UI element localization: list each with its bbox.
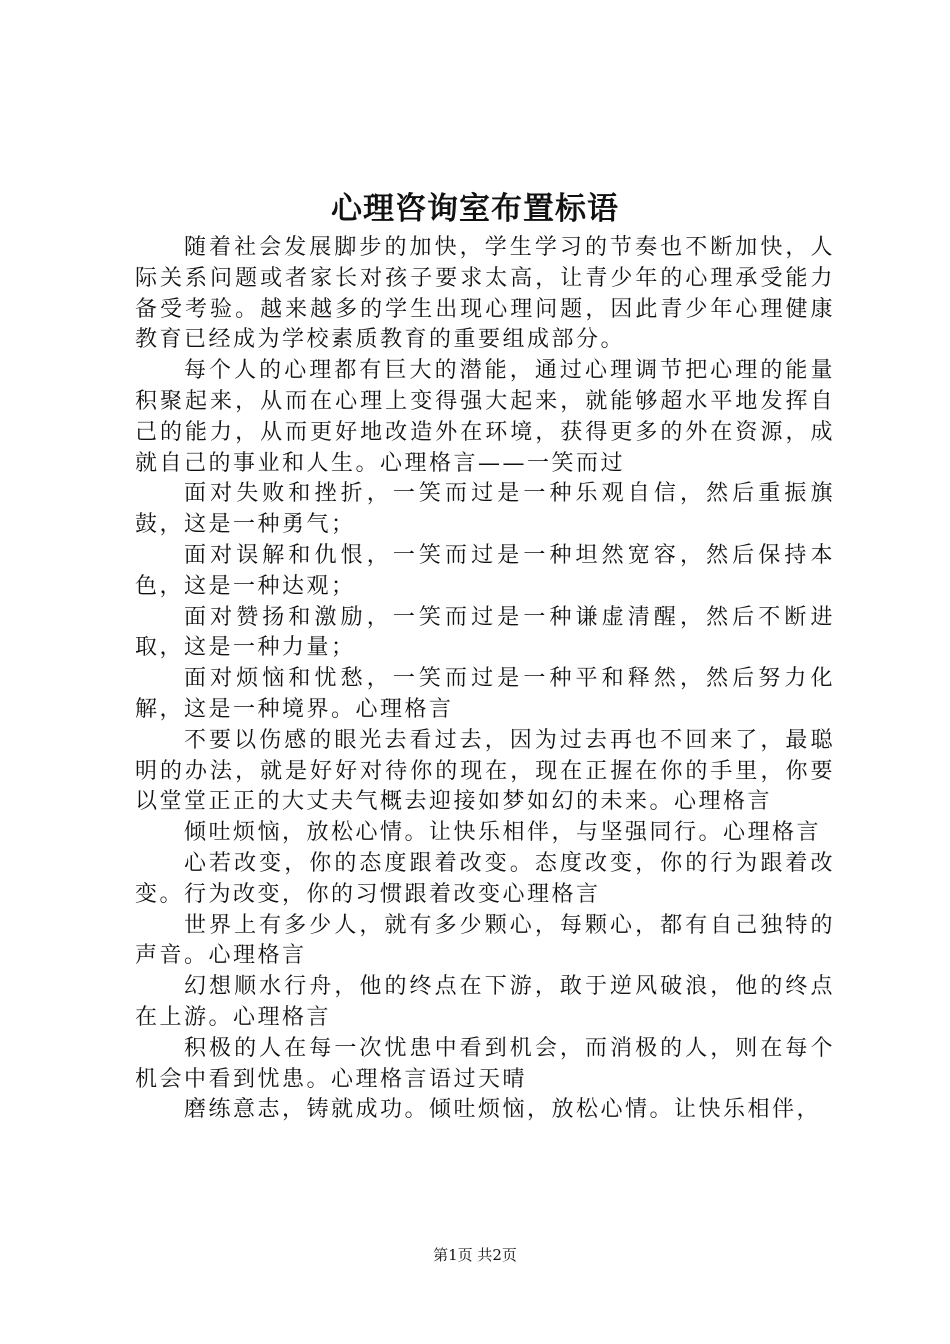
- paragraph-hearts: 世界上有多少人，就有多少颗心，每颗心，都有自己独特的声音。心理格言: [135, 912, 835, 969]
- paragraph-worry: 面对烦恼和忧愁，一笑而过是一种平和释然，然后努力化解，这是一种境界。心理格言: [135, 666, 835, 722]
- page-title: 心理咨询室布置标语: [331, 191, 619, 227]
- paragraph-relax: 倾吐烦恼，放松心情。让快乐相伴，与坚强同行。心理格言: [184, 820, 822, 846]
- paragraph-optimism: 积极的人在每一次忧患中看到机会，而消极的人，则在每个机会中看到忧患。心理格言语过天晴: [135, 1035, 835, 1092]
- paragraph-will: 磨练意志，铸就成功。倾吐烦恼，放松心情。让快乐相伴，: [184, 1097, 822, 1123]
- paragraph-intro: 随着社会发展脚步的加快，学生学习的节奏也不断加快，人际关系问题或者家长对孩子要求太高，让青少年的心理承受能力备受考验。越来越多的学生出现心理问题，因此青少年心理健康教育已经成为学校素质教育的重要组成部分。: [135, 235, 835, 353]
- paragraph-upstream: 幻想顺水行舟，他的终点在下游，敢于逆风破浪，他的终点在上游。心理格言: [135, 974, 835, 1030]
- paragraph-past: 不要以伤感的眼光去看过去，因为过去再也不回来了，最聪明的办法，就是好好对待你的现在，现在正握在你的手里，你要以堂堂正正的大丈夫气概去迎接如梦如幻的未来。心理格言: [135, 727, 835, 815]
- paragraph-change: 心若改变，你的态度跟着改变。态度改变，你的行为跟着改变。行为改变，你的习惯跟着改变心理格言: [135, 850, 835, 907]
- paragraph-misunderstanding: 面对误解和仇恨，一笑而过是一种坦然宽容，然后保持本色，这是一种达观；: [135, 542, 835, 599]
- paragraph-praise: 面对赞扬和激励，一笑而过是一种谦虚清醒，然后不断进取，这是一种力量；: [135, 604, 835, 661]
- paragraph-potential: 每个人的心理都有巨大的潜能，通过心理调节把心理的能量积聚起来，从而在心理上变得强大起来，就能够超水平地发挥自己的能力，从而更好地改造外在环境，获得更多的外在资源，成就自己的事业和人生。心理格言——一笑而过: [135, 358, 835, 476]
- document-body: [135, 233, 835, 1126]
- page-number-footer: 第1页 共2页: [433, 1246, 517, 1264]
- paragraph-failure: 面对失败和挫折，一笑而过是一种乐观自信，然后重振旗鼓，这是一种勇气；: [135, 481, 835, 538]
